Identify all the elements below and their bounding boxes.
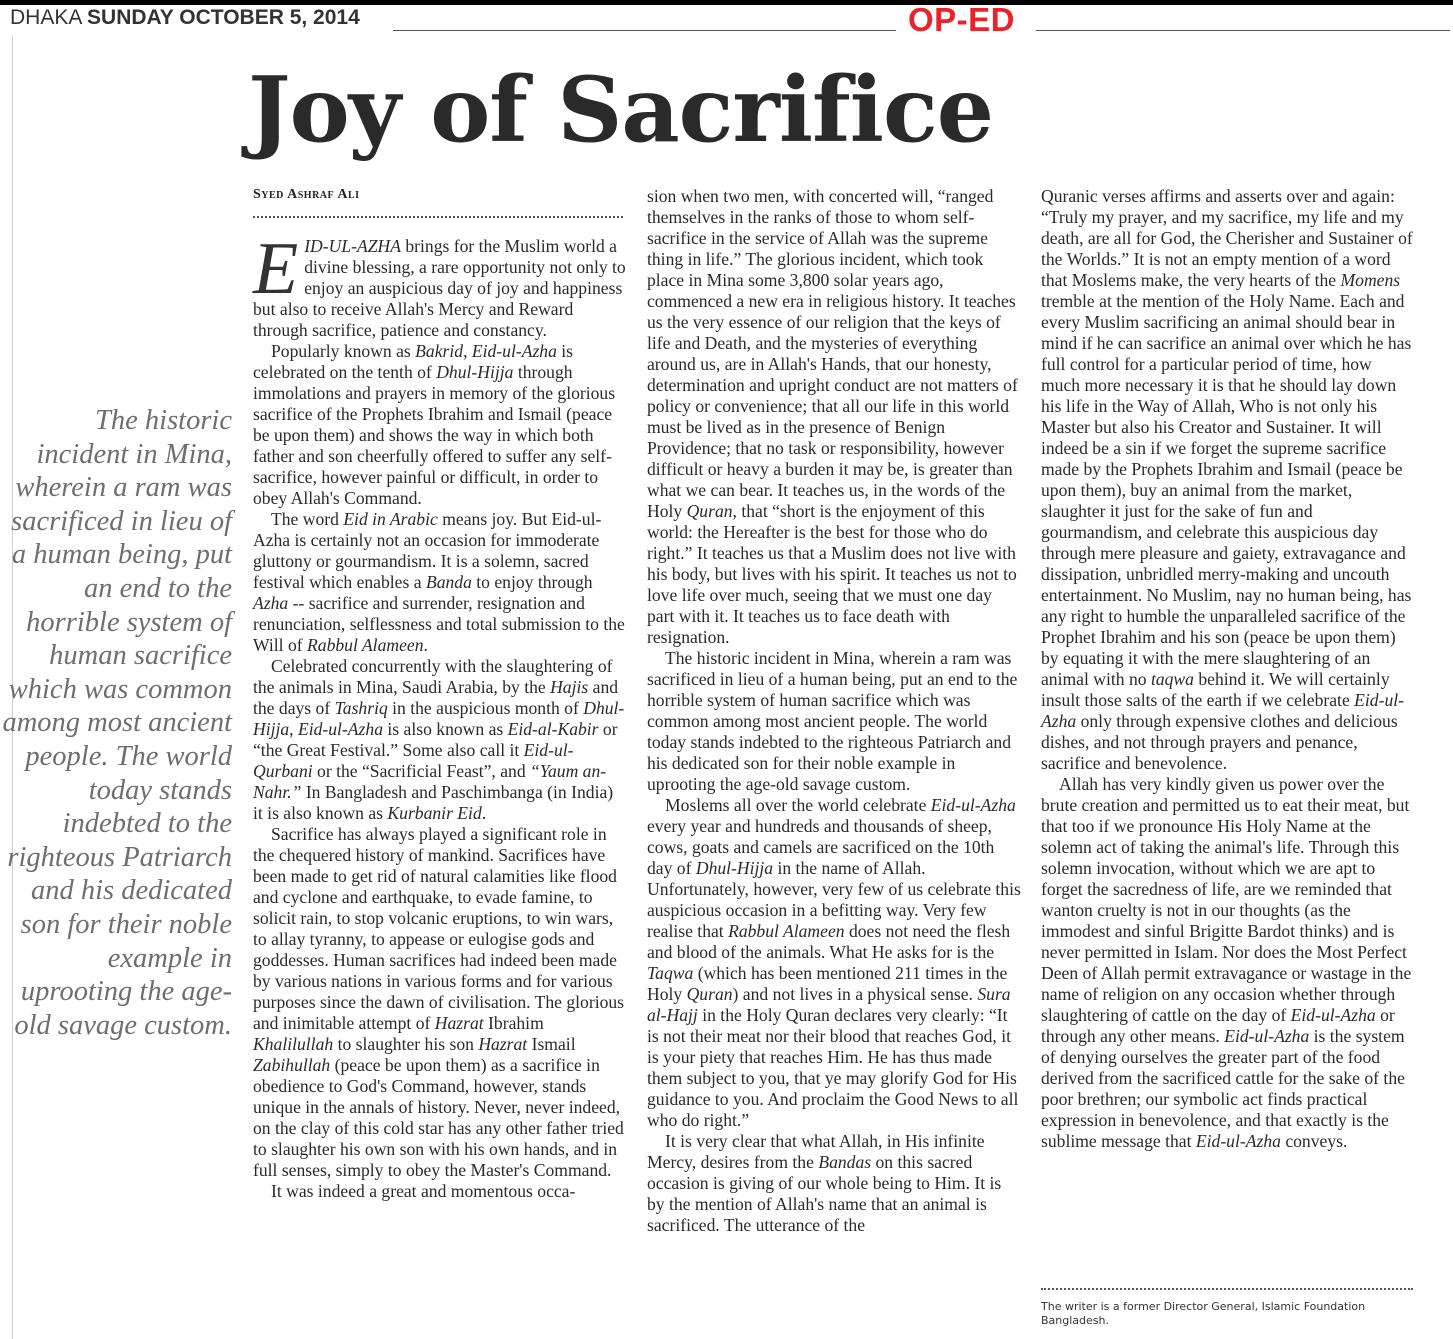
text-run: behind it. We will certainly insult those salts of the earth if we celebrate [1041, 669, 1390, 710]
italic-run: Zabihullah [253, 1055, 331, 1075]
text-run: is the system of denying ourselves the greater part of the food derived from the sacrificed cattle for the sake of the poor brethren; our symbolic act finds practical expression in benevolence, and that exactly is the sublime message that [1041, 1026, 1405, 1151]
dateline-date: SUNDAY OCTOBER 5, 2014 [87, 6, 360, 29]
text-run: brings for the Muslim world a divine blessing, a rare opportunity not only to enjoy an auspicious day of joy and happiness but also to receive Allah's Mercy and Reward through sacrifice, patience and constancy. [253, 236, 626, 340]
text-run: is also known as [383, 719, 508, 739]
drop-cap: E [253, 228, 299, 310]
text-run: every year and hundreds and thousands of sheep, cows, goats and camels are sacrificed on the 10th day of [647, 816, 995, 878]
italic-run: Bakrid [415, 341, 464, 361]
article-paragraph [1041, 774, 1415, 1152]
text-run: , [289, 719, 298, 739]
text-run: (which has been mentioned 211 times in the Holy [647, 963, 1008, 1004]
italic-run: Eid-ul-Azha [1290, 1005, 1376, 1025]
text-run: -- sacrifice and surrender, resignation and renunciation, selflessness and total submission to the Will of [253, 593, 625, 655]
text-run: The historic incident in Mina, wherein a ram was sacrificed in lieu of a human being, put an end to the horrible system of human sacrifice which was common among most ancient people. The world today stands indebted to the righteous Patriarch and his dedicated son for their noble example in uprooting the age-old savage custom. [647, 648, 1018, 794]
italic-run: Hazrat [434, 1013, 484, 1033]
text-run: Celebrated concurrently with the slaughtering of the animals in Mina, Saudi Arabia, by the [253, 656, 613, 697]
article-paragraph [253, 824, 627, 1181]
text-run: is celebrated on the tenth of [253, 341, 574, 382]
top-border [0, 0, 1453, 5]
text-run: means joy. But Eid-ul-Azha is certainly not an occasion for immoderate gluttony or gourmandism. It is a solemn, sacred festival which enables a [253, 509, 602, 592]
text-run: in the Holy Quran declares very clearly: “It is not their meat nor their blood that reaches God, it is your piety that reaches Him. He has thus made them subject to you, that ye may glorify God for His guidance to you. And proclaim the Good News to all who do right.” [647, 1005, 1019, 1130]
italic-run: Quran [686, 501, 733, 521]
headline: Joy of Sacrifice [248, 57, 994, 163]
text-run: , that “short is the enjoyment of this world: the Hereafter is the best for those who do right.” It teaches us that a Muslim does not live with his body, but lives with his spirit. It teaches us not to love life over much, seeing that we must one day part with it. It teaches us to face death with resignation. [647, 501, 1017, 647]
text-run: Ismail [527, 1034, 576, 1054]
text-run: Popularly known as [271, 341, 416, 361]
text-run: . [423, 635, 428, 655]
italic-run: Eid-ul-Azha [1041, 690, 1405, 731]
italic-run: Sura al-Hajj [647, 984, 1011, 1025]
text-run: on this sacred occasion is giving of our whole being to Him. It is by the mention of Allah's name that an animal is sacrificed. The utterance of the [647, 1152, 1002, 1235]
text-run: (peace be upon them) as a sacrifice in obedience to God's Command, however, stands unique in the annals of history. Never, never indeed, on the clay of this cold star has any other father tried to slaughter his own son with his own hands, and in full senses, simply to obey the Master's Command. [253, 1055, 624, 1180]
italic-run: Eid-ul-Azha [1195, 1131, 1281, 1151]
italic-run: Quran [686, 984, 733, 1004]
italic-run: Eid-ul-Azha [930, 795, 1016, 815]
author-note: The writer is a former Director General, Islamic Foundation Bangladesh. [1041, 1300, 1366, 1327]
dateline-city: DHAKA [10, 6, 82, 29]
italic-run: Hazrat [478, 1034, 528, 1054]
pull-quote: The historic incident in Mina, wherein a ram was sacrificed in lieu of a human being, put an end to the horrible system of human sacrifice which was common among most ancient people. The world today stands indebted to the righteous Patriarch and his dedicated son for their noble example in uprooting the age-old savage custom. [2, 405, 232, 1041]
italic-run: Eid-ul-Qurbani [253, 740, 574, 781]
text-run: The word [271, 509, 344, 529]
italic-run: Dhul-Hijja [695, 858, 774, 878]
article-column-3 [1041, 186, 1415, 1152]
text-run: to slaughter his son [333, 1034, 479, 1054]
text-run: sion when two men, with concerted will, “ranged themselves in the ranks of those to whom self-sacrifice in the service of Allah was the supreme thing in life.” The glorious incident, which took place in Mina some 3,800 solar years ago, commenced a new era in religious history. It teaches us the very essence of our religion that the keys of life and Death, and the mysteries of everything around us, are in Allah's Hands, that our honesty, determination and upright conduct are not matters of policy or convenience; that all our life in this world must be lived as in the presence of Benign Providence; that no task or responsibility, however difficult or heavy a burden it may be, is greater than what we can bear. It teaches us, in the words of the Holy [647, 186, 1018, 521]
italic-run: Eid-al-Kabir [507, 719, 599, 739]
article-paragraph [647, 1131, 1021, 1236]
section-label: OP-ED [908, 1, 1016, 38]
text-run: Sacrifice has always played a significant role in the chequered history of mankind. Sacrifices have been made to get rid of natural calamities like flood and cyclone and earthquake, to evade famine, to solicit rain, to stop volcanic eruptions, to win wars, to allay tyranny, to appease or eulogise gods and goddesses. Human sacrifices had indeed been made by various nations in various forms and for various purposes since the dawn of civilisation. The glorious and inimitable attempt of [253, 824, 625, 1033]
text-run: in the auspicious month of [387, 698, 584, 718]
text-run: Quranic verses affirms and asserts over and again: “Truly my prayer, and my sacrifice, my life and my death, are all for God, the Cherisher and Sustainer of the Worlds.” It is not an empty mention of a word that Moslems make, the very hearts of the [1041, 186, 1413, 290]
italic-run: Dhul-Hijja [436, 362, 514, 382]
italic-run: Eid-ul-Azha [1224, 1026, 1310, 1046]
text-run: It was indeed a great and momentous occa- [271, 1181, 576, 1201]
text-run: , [463, 341, 472, 361]
article-paragraph [647, 795, 1021, 1131]
italic-run: Eid-ul-Azha [297, 719, 383, 739]
article-paragraph [253, 341, 627, 509]
text-run: to enjoy through [471, 572, 593, 592]
text-run: Ibrahim [483, 1013, 544, 1033]
article-paragraph [253, 509, 627, 656]
italic-run: Tashriq [334, 698, 388, 718]
italic-run: Rabbul Alameen [728, 921, 845, 941]
article-paragraph [253, 656, 627, 824]
text-run: does not need the flesh and blood of the animals. What He asks for is the [647, 921, 1011, 962]
text-run: and the days of [253, 677, 619, 718]
masthead-rule-right [1036, 30, 1450, 31]
article-paragraph [647, 648, 1021, 795]
italic-run: Taqwa [647, 963, 694, 983]
italic-run: Azha [253, 593, 289, 613]
text-run: or through any other means. [1041, 1005, 1395, 1046]
article-column-1 [253, 228, 627, 1202]
text-run: tremble at the mention of the Holy Name. Each and every Muslim sacrificing an animal should bear in mind if he can sacrifice an animal over which he has full control for a particular period of time, how much more necessary it is that he should lay down his life in the Way of Allah, Who is not only his Master but also his Creator and Sustainer. It will indeed be a sin if we forget the supreme sacrifice made by the Prophets Ibrahim and Ismail (peace be upon them), buy an animal from the market, slaughter it just for the sake of fun and gourmandism, and celebrate this auspicious day through mere pleasure and gaiety, extravagance and dissipation, unbridled merry-making and uncouth entertainment. No Muslim, nay no human being, has any right to humble the unparalleled sacrifice of the Prophet Ibrahim and his son (peace be upon them) by equating it with the mere slaughtering of an animal with no [1041, 291, 1412, 689]
article-paragraph [253, 228, 627, 341]
text-run: Moslems all over the world celebrate [665, 795, 931, 815]
end-dotted-rule [1041, 1288, 1413, 1290]
text-run: through immolations and prayers in memory of the glorious sacrifice of the Prophets Ibrahim and Ismail (peace be upon them) and shows the way in which both father and son cheerfully offered to suffer any self-sacrifice, however painful or difficult, in order to obey Allah's Command. [253, 362, 616, 508]
italic-run: “Yaum an-Nahr.” [253, 761, 607, 802]
article-paragraph [253, 1181, 627, 1202]
italic-run: Dhul-Hijja [253, 698, 625, 739]
byline: Syed Ashraf Ali [253, 187, 360, 202]
text-run: Allah has very kindly given us power over the brute creation and permitted us to eat their meat, but that too if we pronounce His Holy Name at the solemn act of taking the animal's life. Through this solemn invocation, without which we are apt to forget the sacredness of life, are we reminded that wanton cruelty is not in our thoughts (as the immodest and sinful Brigitte Bardot thinks) and is never permitted in Islam. Nor does the Most Perfect Deen of Allah permit extravagance or wastage in the name of religion on any occasion whether through slaughtering of cattle on the day of [1041, 774, 1412, 1025]
text-run: . [481, 803, 487, 823]
masthead-rule-left [393, 30, 896, 31]
text-run: It is very clear that what Allah, in His infinite Mercy, desires from the [647, 1131, 985, 1172]
italic-run: Rabbul Alameen [307, 635, 424, 655]
italic-run: Banda [425, 572, 472, 592]
italic-run: Eid in Arabic [343, 509, 438, 529]
text-run: or “the Great Festival.” Some also call it [253, 719, 618, 760]
text-run: or the “Sacrificial Feast”, and [312, 761, 531, 781]
italic-run: ID-UL-AZHA [304, 236, 401, 256]
text-run: conveys. [1280, 1131, 1348, 1151]
italic-run: Bandas [818, 1152, 872, 1172]
italic-run: taqwa [1150, 669, 1194, 689]
italic-run: Hajis [550, 677, 589, 697]
italic-run: Eid-ul-Azha [471, 341, 557, 361]
article-paragraph [647, 186, 1021, 648]
article-paragraph [1041, 186, 1415, 774]
text-run: in the name of Allah. Unfortunately, however, very few of us celebrate this auspicious occasion in a befitting way. Very few realise that [647, 858, 1021, 941]
italic-run: Khalilullah [253, 1034, 334, 1054]
text-run: ) and not lives in a physical sense. [732, 984, 978, 1004]
italic-run: Kurbanir Eid [387, 803, 482, 823]
byline-dotted-rule [253, 216, 623, 218]
dateline [10, 6, 360, 30]
article-column-2 [647, 186, 1021, 1236]
text-run: only through expensive clothes and delicious dishes, and not through prayers and penance, sacrifice and benevolence. [1041, 711, 1398, 773]
text-run: In Bangladesh and Paschimbanga (in India) it is also known as [253, 782, 614, 823]
italic-run: Momens [1340, 270, 1401, 290]
